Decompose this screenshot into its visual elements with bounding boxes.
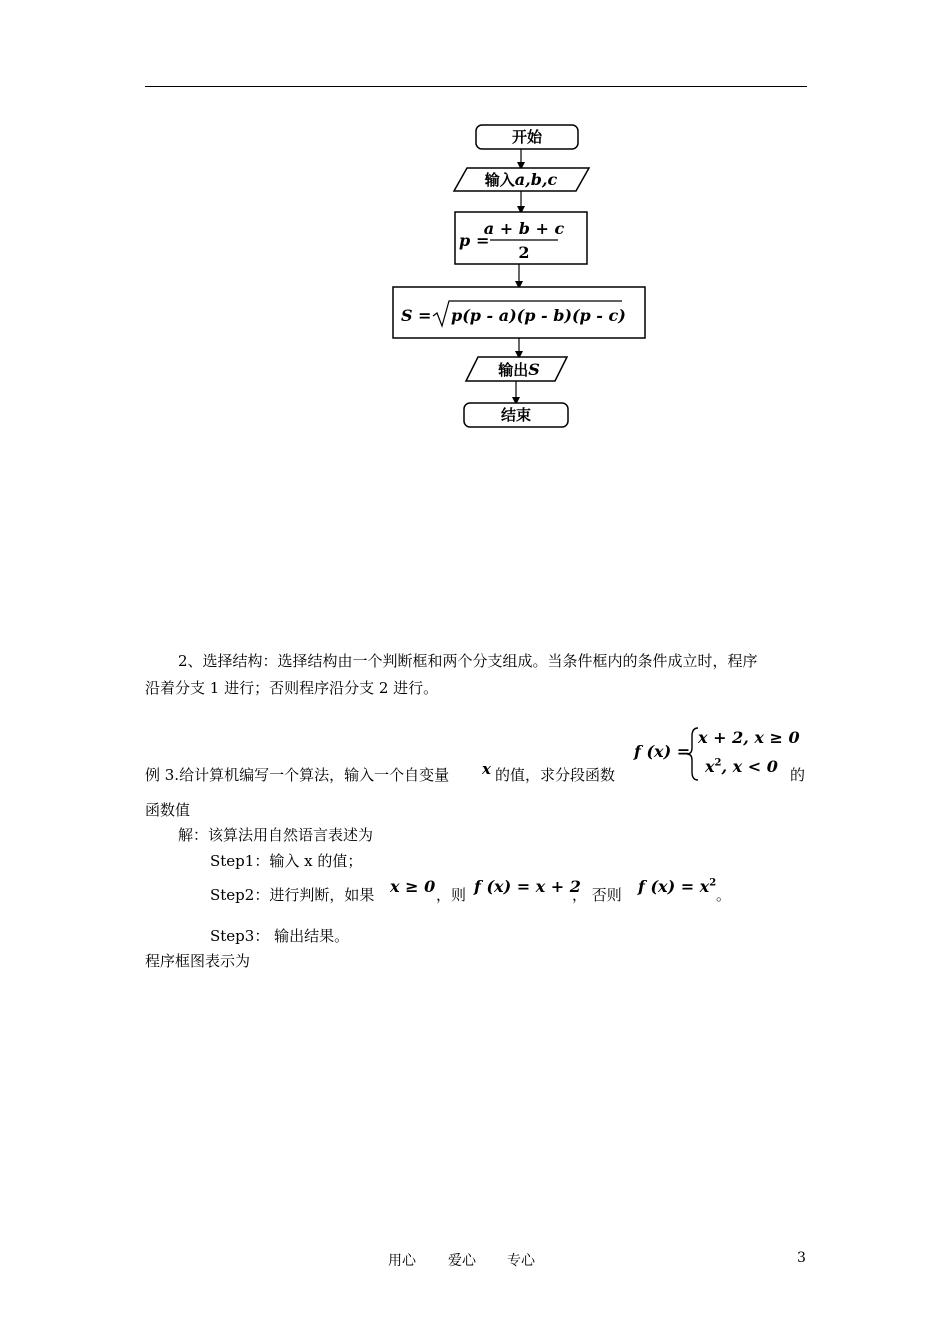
start-label: 开始 <box>511 128 543 146</box>
example3-text-end: 的 <box>790 766 806 784</box>
p-numerator: a + b + c <box>483 219 565 238</box>
solution-step2-f1: f (x) = x + 2 <box>474 877 581 896</box>
footer-text-2: 爱心 <box>448 1253 476 1269</box>
section2-line1: 2、选择结构：选择结构由一个判断框和两个分支组成。当条件框内的条件成立时，程序 <box>178 652 758 670</box>
example3-text-before: 例 3.给计算机编写一个算法，输入一个自变量 <box>145 766 450 784</box>
solution-step2-f2: f $(x) = x^2$ <box>638 877 717 896</box>
s-eq: = <box>418 306 432 325</box>
example3-var-x: x <box>482 760 491 778</box>
solution-step2-c: ， 否则 <box>572 886 622 904</box>
solution-chart-intro: 程序框图表示为 <box>145 952 251 970</box>
solution-step1: Step1：输入 x 的值； <box>210 852 363 870</box>
end-label: 结束 <box>500 406 532 424</box>
piecewise-lhs: f (x) = <box>634 742 691 761</box>
example3-text-after: 的值，求分段函数 <box>495 766 616 784</box>
solution-step2-cond: x ≥ 0 <box>390 877 436 896</box>
s-radicand: p(p - a)(p - b)(p - c) <box>451 306 626 325</box>
example3-line2: 函数值 <box>145 801 191 819</box>
footer-text-3: 专心 <box>507 1253 535 1269</box>
p-denominator: 2 <box>518 243 530 262</box>
solution-step2-a: Step2：进行判断，如果 <box>210 886 375 904</box>
section2-line2: 沿着分支 1 进行；否则程序沿分支 2 进行。 <box>145 679 439 697</box>
solution-step2-d: 。 <box>716 886 732 904</box>
solution-intro: 解：该算法用自然语言表述为 <box>178 826 374 844</box>
solution-step2-b: ，则 <box>436 886 467 904</box>
input-label: 输入a,b,c <box>484 170 558 189</box>
piecewise-case2: $x^2$, x < 0 <box>705 757 778 776</box>
p-lhs: p <box>459 231 471 250</box>
solution-step3: Step3： 输出结果。 <box>210 927 350 945</box>
p-eq: = <box>476 231 490 250</box>
output-label: 输出S <box>498 360 540 379</box>
flowchart <box>0 0 950 460</box>
footer-text-1: 用心 <box>388 1253 416 1269</box>
page-number: 3 <box>797 1250 806 1266</box>
piecewise-case1: x + 2, x ≥ 0 <box>698 728 800 747</box>
s-lhs: S <box>401 306 413 325</box>
